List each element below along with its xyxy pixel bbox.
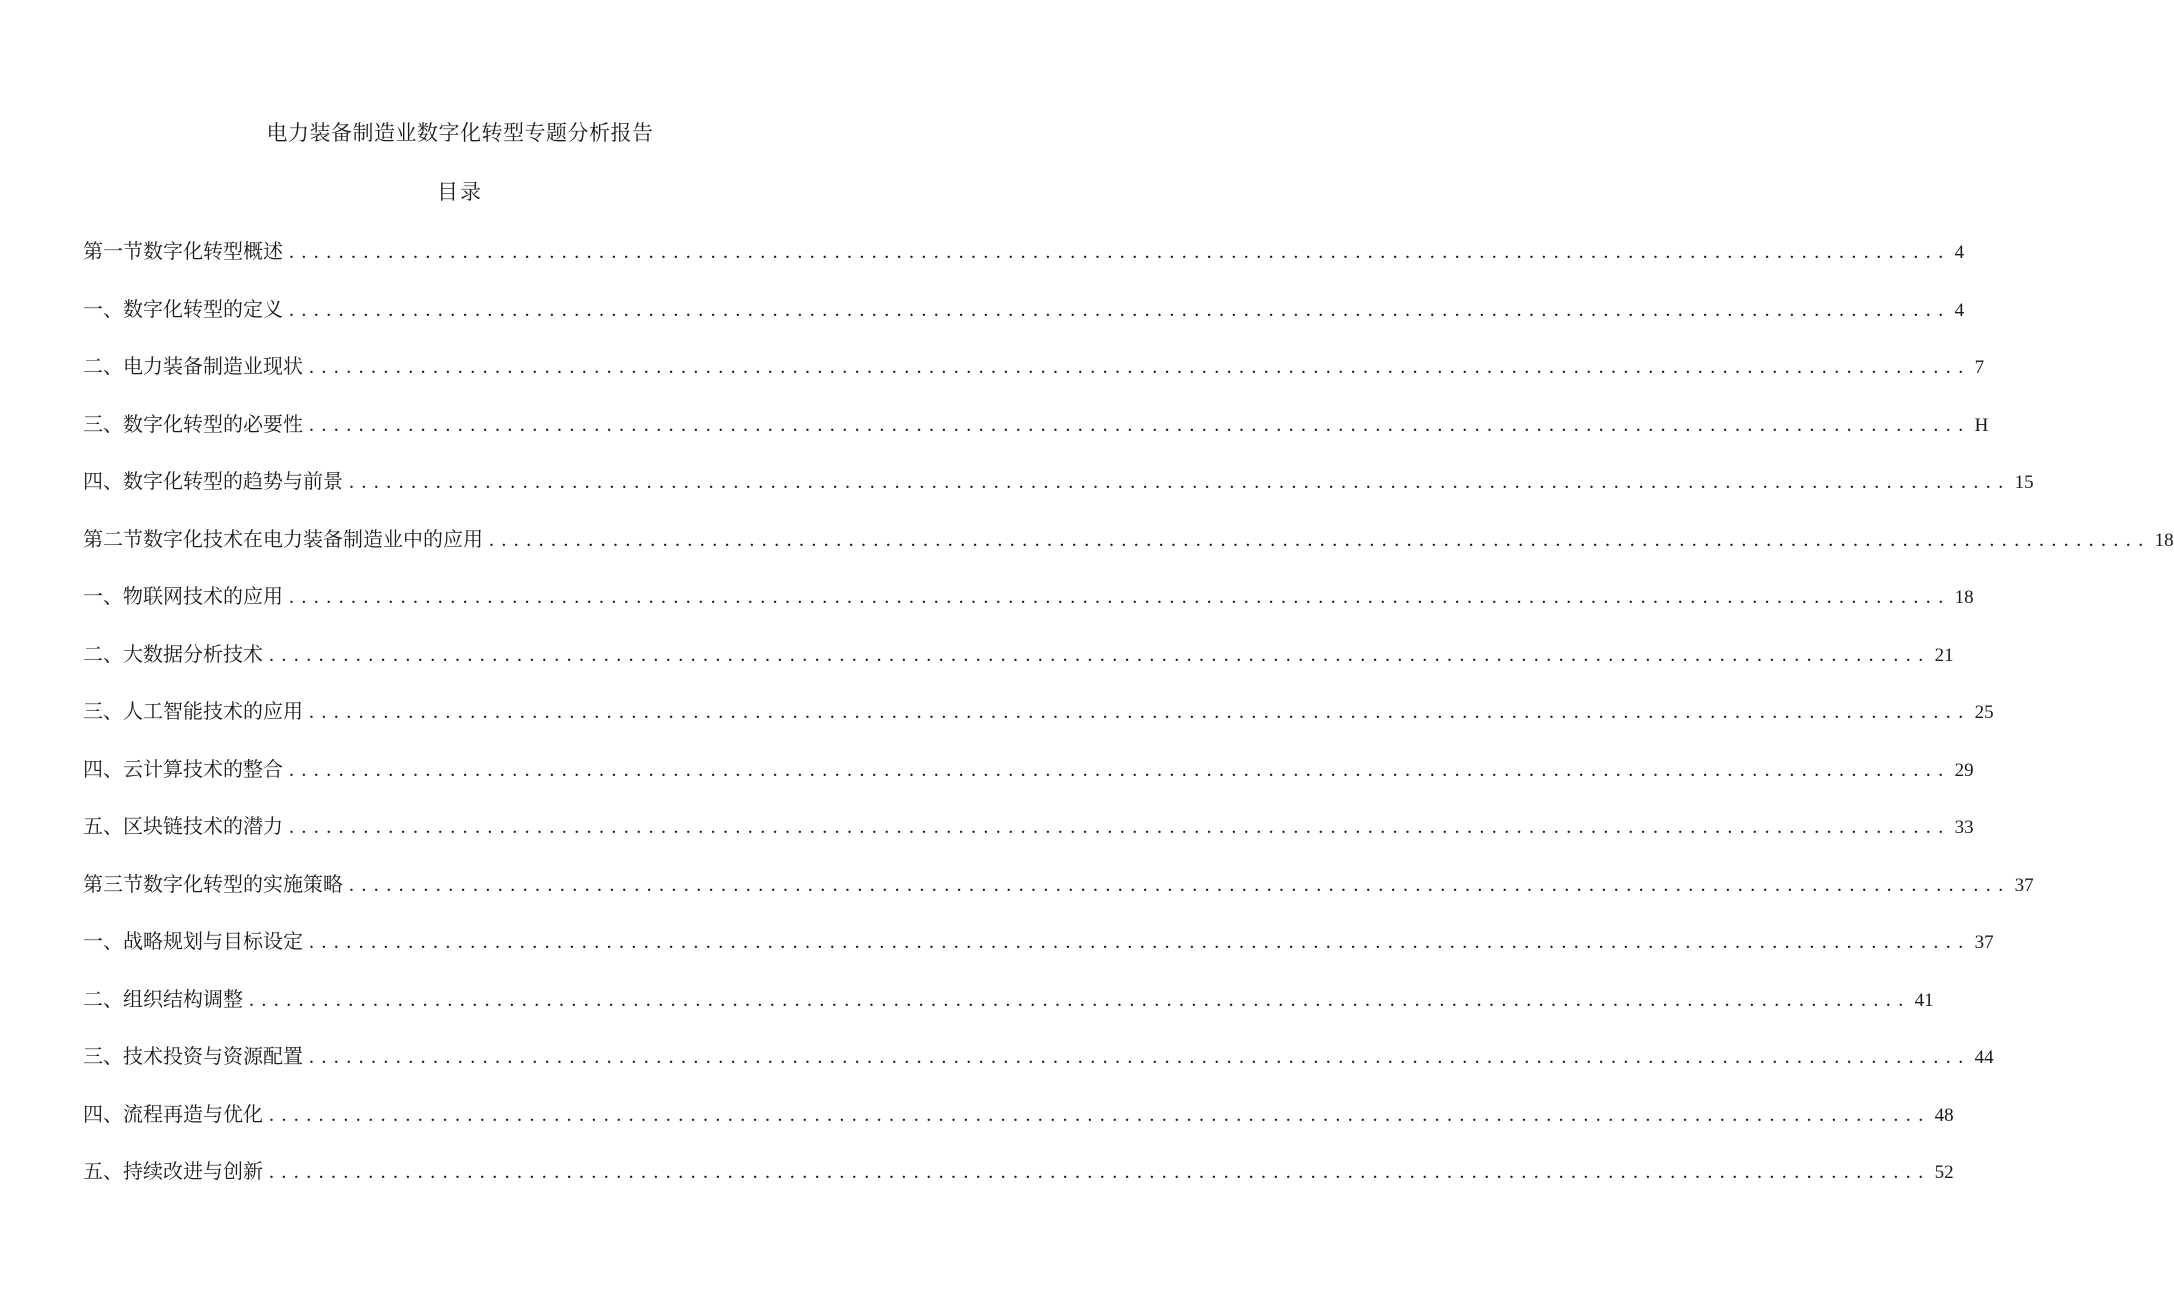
toc-dot-leader: ...................................................................................................................................... xyxy=(289,298,1951,321)
toc-entry-label: 二、大数据分析技术 xyxy=(83,641,263,666)
toc-page-number: 29 xyxy=(1954,759,1974,781)
toc-entry-label: 四、数字化转型的趋势与前景 xyxy=(83,469,343,493)
toc-entry-label: 四、流程再造与优化 xyxy=(83,1101,263,1126)
toc-page-number: 4 xyxy=(1954,299,1965,321)
toc-entry-label: 二、组织结构调整 xyxy=(83,986,243,1011)
table-of-contents xyxy=(83,233,2174,1211)
toc-dot-leader: ...................................................................................................................................... xyxy=(349,471,2011,493)
toc-entry-label: 三、人工智能技术的应用 xyxy=(83,699,303,723)
toc-entry-label: 第二节数字化技术在电力装备制造业中的应用 xyxy=(83,526,483,551)
toc-entry[interactable] xyxy=(83,521,2174,579)
toc-dot-leader: ...................................................................................................................................... xyxy=(249,988,1911,1011)
toc-page-number: 33 xyxy=(1954,817,1974,838)
toc-entry[interactable] xyxy=(83,866,2034,924)
toc-page-number: 4 xyxy=(1954,242,1965,263)
toc-heading: 目录 xyxy=(437,180,483,204)
toc-page-number: 25 xyxy=(1974,702,1994,723)
toc-entry[interactable] xyxy=(83,348,1985,406)
toc-entry-label: 五、区块链技术的潜力 xyxy=(83,814,283,838)
toc-entry-label: 三、技术投资与资源配置 xyxy=(83,1044,303,1068)
toc-entry-label: 第一节数字化转型概述 xyxy=(83,239,283,263)
toc-dot-leader: ...................................................................................................................................... xyxy=(489,528,2151,551)
toc-dot-leader: ...................................................................................................................................... xyxy=(269,643,1931,666)
toc-dot-leader: ...................................................................................................................................... xyxy=(309,931,1971,953)
toc-entry-label: 二、电力装备制造业现状 xyxy=(83,354,303,378)
toc-page-number: 15 xyxy=(2014,472,2034,493)
toc-page-number: 18 xyxy=(2154,529,2174,551)
toc-entry-label: 一、战略规划与目标设定 xyxy=(83,929,303,953)
toc-dot-leader: ...................................................................................................................................... xyxy=(289,241,1951,263)
toc-dot-leader: ...................................................................................................................................... xyxy=(289,758,1951,781)
toc-dot-leader: ...................................................................................................................................... xyxy=(309,413,1971,436)
toc-entry[interactable] xyxy=(83,1038,1994,1096)
toc-page-number: 52 xyxy=(1934,1162,1954,1183)
toc-entry[interactable] xyxy=(83,578,1974,636)
toc-dot-leader: ...................................................................................................................................... xyxy=(309,701,1971,723)
toc-page-number: 37 xyxy=(1974,932,1994,953)
toc-entry-label: 一、数字化转型的定义 xyxy=(83,296,283,321)
toc-entry[interactable] xyxy=(83,233,1965,291)
toc-entry[interactable] xyxy=(83,693,1994,751)
toc-entry[interactable] xyxy=(83,981,1934,1039)
toc-dot-leader: ...................................................................................................................................... xyxy=(349,873,2011,896)
toc-page-number: 48 xyxy=(1934,1104,1954,1126)
toc-page-number: 37 xyxy=(2014,874,2034,896)
toc-dot-leader: ...................................................................................................................................... xyxy=(289,586,1951,608)
toc-entry[interactable] xyxy=(83,1096,1954,1154)
toc-page-number: 44 xyxy=(1974,1047,1994,1068)
toc-entry[interactable] xyxy=(83,291,1965,349)
toc-page-number: 41 xyxy=(1914,989,1934,1011)
toc-page-number: 7 xyxy=(1974,357,1985,378)
toc-dot-leader: ...................................................................................................................................... xyxy=(269,1103,1931,1126)
toc-dot-leader: ...................................................................................................................................... xyxy=(289,816,1951,838)
toc-entry[interactable] xyxy=(83,1153,1954,1211)
toc-entry-label: 四、云计算技术的整合 xyxy=(83,756,283,781)
toc-entry-label: 三、数字化转型的必要性 xyxy=(83,411,303,436)
toc-entry[interactable] xyxy=(83,636,1954,694)
toc-entry-label: 一、物联网技术的应用 xyxy=(83,584,283,608)
toc-entry[interactable] xyxy=(83,463,2034,521)
toc-dot-leader: ...................................................................................................................................... xyxy=(309,1046,1971,1068)
toc-entry-label: 五、持续改进与创新 xyxy=(83,1159,263,1183)
toc-page-number: H xyxy=(1974,414,1989,436)
toc-entry-label: 第三节数字化转型的实施策略 xyxy=(83,871,343,896)
toc-entry[interactable] xyxy=(83,406,1989,464)
toc-page-number: 18 xyxy=(1954,587,1974,608)
toc-dot-leader: ...................................................................................................................................... xyxy=(269,1161,1931,1183)
document-title: 电力装备制造业数字化转型专题分析报告 xyxy=(266,121,654,145)
toc-page-number: 21 xyxy=(1934,644,1954,666)
toc-entry[interactable] xyxy=(83,751,1974,809)
toc-dot-leader: ...................................................................................................................................... xyxy=(309,356,1971,378)
toc-entry[interactable] xyxy=(83,808,1974,866)
toc-entry[interactable] xyxy=(83,923,1994,981)
